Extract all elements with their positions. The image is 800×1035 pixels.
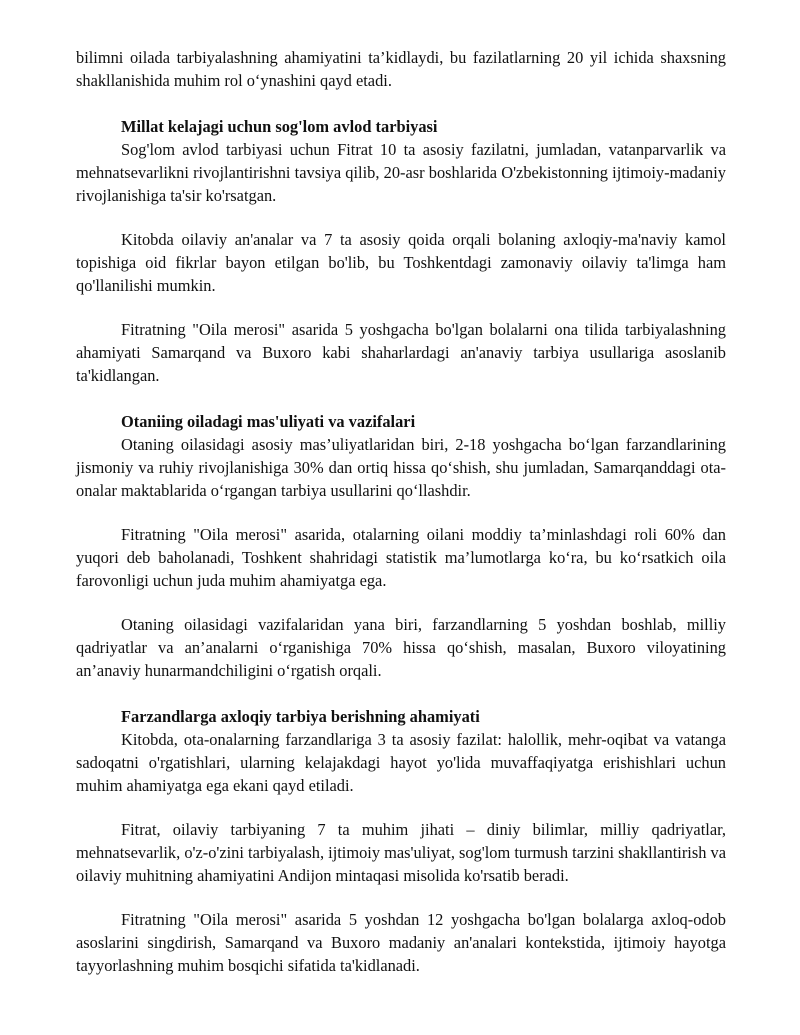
- paragraph: Fitratning "Oila merosi" asarida 5 yoshdan 12 yoshgacha bo'lgan bolalarga axloq-odob asoslarini singdirish, Samarqand va Buxoro madaniy an'analari kontekstida, ijtimoiy hayotga tayyorlashning muhim bosqichi sifatida ta'kidlanadi.: [76, 910, 726, 975]
- paragraph: Fitrat, oilaviy tarbiyaning 7 ta muhim jihati – diniy bilimlar, milliy qadriyatlar, mehnatsevarlik, o'z-o'zini tarbiyalash, ijtimoiy mas'uliyat, sog'lom turmush tarzini shakllantirish va oilaviy muhitning ahamiyatini Andijon mintaqasi misolida ko'rsatib beradi.: [76, 820, 727, 885]
- paragraph: Kitobda, ota-onalarning farzandlariga 3 ta asosiy fazilat: halollik, mehr-oqibat va vatanga sadoqatni o'rgatishlari, ularning kelajakdagi hayot yo'lida muvaffaqiyatga erishishlari uchun muhim ahamiyatga ega ekani qayd etiladi.: [76, 730, 726, 795]
- section-heading-father-duties: Otaniing oiladagi mas'uliyati va vazifalari: [121, 412, 416, 431]
- paragraph: Fitratning "Oila merosi" asarida 5 yoshgacha bo'lgan bolalarni ona tilida tarbiyalashning ahamiyati Samarqand va Buxoro kabi shaharlardagi an'anaviy tarbiya usullariga asoslanib ta'kidlangan.: [76, 320, 726, 385]
- paragraph: Fitratning "Oila merosi" asarida, otalarning oilani moddiy ta’minlashdagi roli 60% dan yuqori deb baholanadi, Toshkent shahridagi statistik ma’lumotlarga ko‘ra, bu ko‘rsatkich oila farovonligi uchun juda muhim ahamiyatga ega.: [76, 525, 726, 590]
- section-heading-moral-education: Farzandlarga axloqiy tarbiya berishning ahamiyati: [121, 707, 480, 726]
- section-heading-healthy-generation: Millat kelajagi uchun sog'lom avlod tarbiyasi: [121, 117, 438, 136]
- paragraph-continuation: bilimni oilada tarbiyalashning ahamiyatini ta’kidlaydi, bu fazilatlarning 20 yil ichida shaxsning shakllanishida muhim rol o‘ynashini qayd etadi.: [76, 48, 726, 90]
- paragraph: Otaning oilasidagi asosiy mas’uliyatlaridan biri, 2-18 yoshgacha bo‘lgan farzandlarining jismoniy va ruhiy rivojlanishiga 30% dan ortiq hissa qo‘shish, shu jumladan, Samarqanddagi ota-onalar maktablarida o‘rgangan tarbiya usullarini qo‘llashdir.: [76, 435, 726, 500]
- paragraph: Kitobda oilaviy an'analar va 7 ta asosiy qoida orqali bolaning axloqiy-ma'naviy kamol topishiga oid fikrlar bayon etilgan bo'lib, bu Toshkentdagi zamonaviy oilaviy ta'limga ham qo'llanilishi mumkin.: [76, 230, 726, 295]
- document-page: [76, 46, 726, 977]
- paragraph: Sog'lom avlod tarbiyasi uchun Fitrat 10 ta asosiy fazilatni, jumladan, vatanparvarlik va mehnatsevarlikni rivojlantirishni tavsiya qilib, 20-asr boshlarida O'zbekistonning ijtimoiy-madaniy rivojlanishiga ta'sir ko'rsatgan.: [76, 140, 726, 205]
- paragraph: Otaning oilasidagi vazifalaridan yana biri, farzandlarning 5 yoshdan boshlab, milliy qadriyatlar va an’analarni o‘rganishiga 70% hissa qo‘shish, masalan, Buxoro viloyatining an’anaviy hunarmandchiligini o‘rgatish orqali.: [76, 615, 726, 680]
